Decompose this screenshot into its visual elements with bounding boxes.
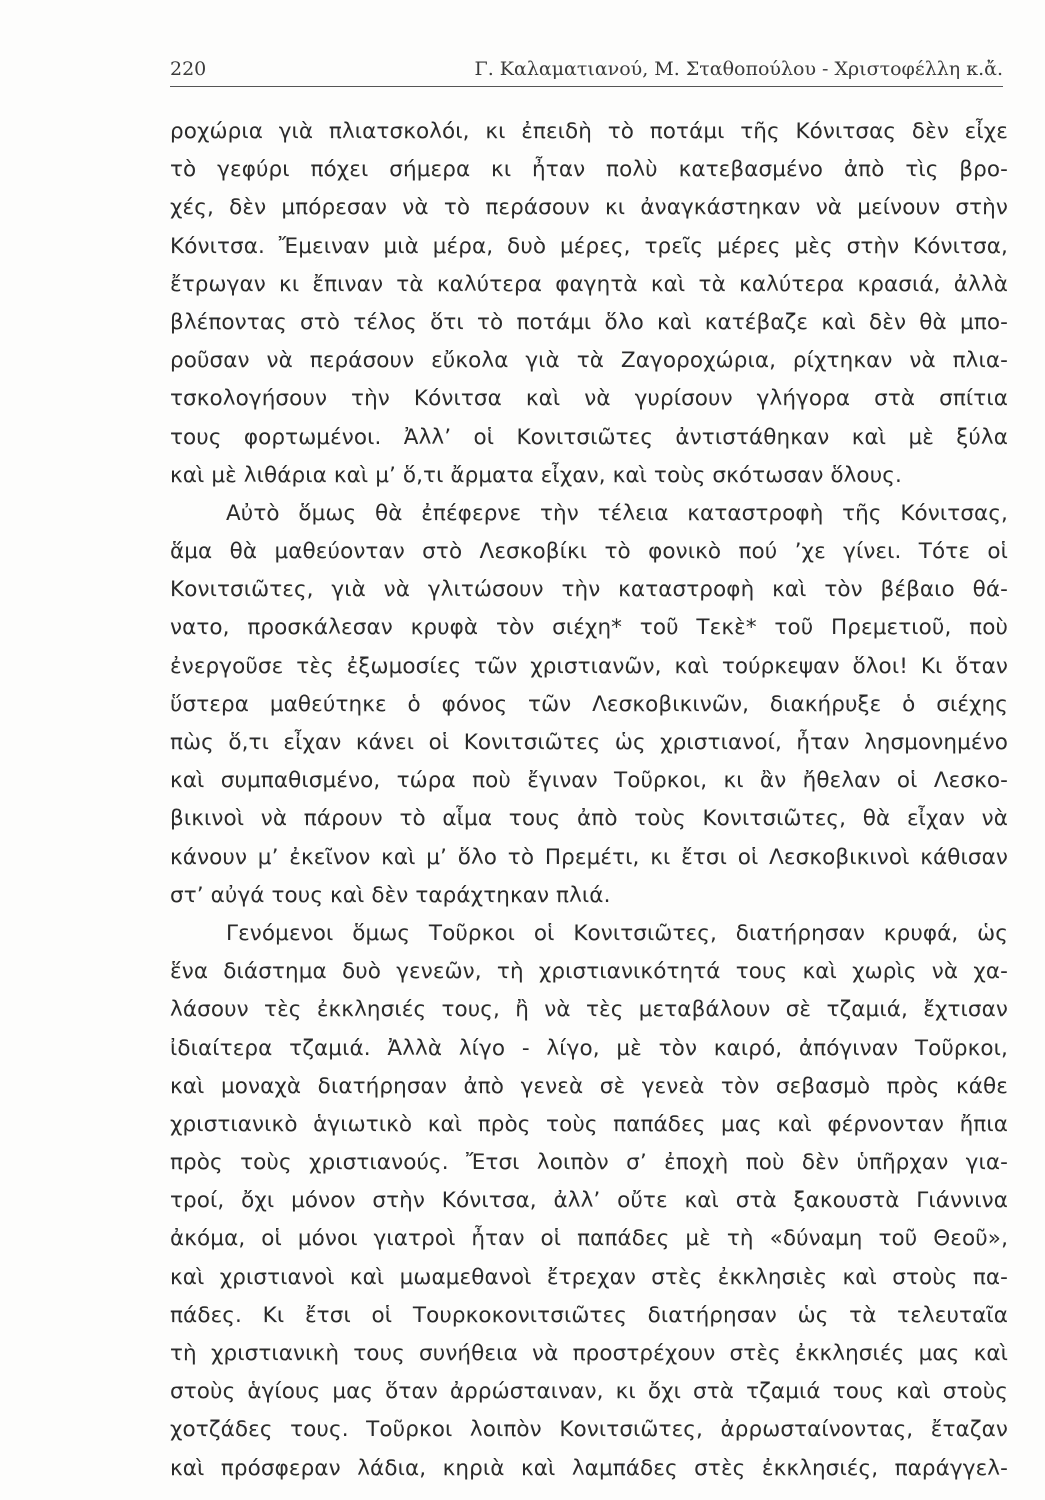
text-line: καὶ πρόσφεραν λάδια, κηριὰ καὶ λαμπάδες στὲς ἐκκλησιές, παράγγελ- — [170, 1455, 1008, 1481]
paragraph-start-line: Γενόμενοι ὅμως Τοῦρκοι οἱ Κονιτσιῶτες, διατήρησαν κρυφά, ὡς — [226, 920, 1008, 946]
text-line: τροί, ὄχι μόνον στὴν Κόνιτσα, ἀλλ’ οὔτε καὶ στὰ ξακουστὰ Γιάννινα — [170, 1188, 1008, 1214]
text-line: ἀκόμα, οἱ μόνοι γιατροὶ ἦταν οἱ παπάδες μὲ τὴ «δύναμη τοῦ Θεοῦ», — [170, 1226, 1008, 1252]
text-line: ἰδιαίτερα τζαμιά. Ἀλλὰ λίγο - λίγο, μὲ τὸν καιρό, ἀπόγιναν Τοῦρκοι, — [170, 1035, 1008, 1061]
text-line: πρὸς τοὺς χριστιανούς. Ἔτσι λοιπὸν σ’ ἐποχὴ ποὺ δὲν ὑπῆρχαν για- — [170, 1150, 1008, 1176]
text-line: τὴ χριστιανικὴ τους συνήθεια νὰ προστρέχουν στὲς ἐκκλησιές μας καὶ — [170, 1341, 1008, 1366]
text-line: ροχώρια γιὰ πλιατσκολόι, κι ἐπειδὴ τὸ ποτάμι τῆς Κόνιτσας δὲν εἶχε — [170, 119, 1008, 144]
text-line: στοὺς ἁγίους μας ὅταν ἀρρώσταιναν, κι ὄχι στὰ τζαμιά τους καὶ στοὺς — [170, 1379, 1008, 1405]
text-line: τὸ γεφύρι πόχει σήμερα κι ἦταν πολὺ κατεβασμένο ἀπὸ τὶς βρο- — [170, 157, 1008, 183]
text-line: βλέποντας στὸ τέλος ὅτι τὸ ποτάμι ὅλο καὶ κατέβαζε καὶ δὲν θὰ μπο- — [170, 309, 1008, 335]
text-line: Κονιτσιῶτες, γιὰ νὰ γλιτώσουν τὴν καταστροφὴ καὶ τὸν βέβαιο θά- — [170, 577, 1008, 603]
text-line: ἅμα θὰ μαθεύονταν στὸ Λεσκοβίκι τὸ φονικὸ πού ’χε γίνει. Τότε οἱ — [170, 539, 1008, 565]
text-line: στ’ αὐγά τους καὶ δὲν ταράχτηκαν πλιά. — [170, 882, 611, 908]
page-header — [170, 54, 1003, 87]
text-line: πάδες. Κι ἔτσι οἱ Τουρκοκονιτσιῶτες διατήρησαν ὡς τὰ τελευταῖα — [170, 1302, 1008, 1328]
text-line: χριστιανικὸ ἁγιωτικὸ καὶ πρὸς τοὺς παπάδες μας καὶ φέρνονταν ἤπια — [170, 1111, 1008, 1137]
text-line: χές, δὲν μπόρεσαν νὰ τὸ περάσουν κι ἀναγκάστηκαν νὰ μείνουν στὴν — [170, 195, 1008, 221]
running-head: Γ. Καλαματιανού, Μ. Σταθοπούλου - Χριστοφέλλη κ.ἄ. — [474, 58, 1003, 80]
text-line: κάνουν μ’ ἐκεῖνον καὶ μ’ ὅλο τὸ Πρεμέτι, κι ἔτσι οἱ Λεσκοβικινοὶ κάθισαν — [170, 844, 1008, 870]
text-line: καὶ μὲ λιθάρια καὶ μ’ ὅ,τι ἄρματα εἶχαν, καὶ τοὺς σκότωσαν ὅλους. — [170, 462, 902, 488]
text-line: ἐνεργοῦσε τὲς ἐξωμοσίες τῶν χριστιανῶν, καὶ τούρκεψαν ὅλοι! Κι ὅταν — [170, 653, 1008, 679]
text-line: ὕστερα μαθεύτηκε ὁ φόνος τῶν Λεσκοβικινῶν, διακήρυξε ὁ σιέχης — [170, 691, 1008, 717]
text-line: ἕνα διάστημα δυὸ γενεῶν, τὴ χριστιανικότητά τους καὶ χωρὶς νὰ χα- — [170, 959, 1008, 985]
text-line: καὶ μοναχὰ διατήρησαν ἀπὸ γενεὰ σὲ γενεὰ τὸν σεβασμὸ πρὸς κάθε — [170, 1073, 1008, 1099]
text-line: Κόνιτσα. Ἔμειναν μιὰ μέρα, δυὸ μέρες, τρεῖς μέρες μὲς στὴν Κόνιτσα, — [170, 233, 1008, 259]
paragraph-start-line: Αὐτὸ ὅμως θὰ ἐπέφερνε τὴν τέλεια καταστροφὴ τῆς Κόνιτσας, — [226, 500, 1008, 526]
text-line: λάσουν τὲς ἐκκλησιές τους, ἢ νὰ τὲς μεταβάλουν σὲ τζαμιά, ἔχτισαν — [170, 997, 1008, 1023]
page-number: 220 — [170, 58, 207, 80]
text-line: τσκολογήσουν τὴν Κόνιτσα καὶ νὰ γυρίσουν γλήγορα στὰ σπίτια — [170, 386, 1008, 412]
text-line: νατο, προσκάλεσαν κρυφὰ τὸν σιέχη* τοῦ Τεκὲ* τοῦ Πρεμετιοῦ, ποὺ — [170, 615, 1008, 641]
text-line: ἔτρωγαν κι ἔπιναν τὰ καλύτερα φαγητὰ καὶ τὰ καλύτερα κρασιά, ἀλλὰ — [170, 271, 1008, 297]
text-line: πὼς ὅ,τι εἶχαν κάνει οἱ Κονιτσιῶτες ὡς χριστιανοί, ἦταν λησμονημένο — [170, 730, 1008, 755]
text-line: τους φορτωμένοι. Ἀλλ’ οἱ Κονιτσιῶτες ἀντιστάθηκαν καὶ μὲ ξύλα — [170, 424, 1008, 450]
text-line: ροῦσαν νὰ περάσουν εὔκολα γιὰ τὰ Ζαγοροχώρια, ρίχτηκαν νὰ πλια- — [170, 348, 1008, 374]
text-line: καὶ συμπαθισμένο, τώρα ποὺ ἔγιναν Τοῦρκοι, κι ἂν ἤθελαν οἱ Λεσκο- — [170, 768, 1008, 794]
text-line: χοτζάδες τους. Τοῦρκοι λοιπὸν Κονιτσιῶτες, ἀρρωσταίνοντας, ἔταζαν — [170, 1417, 1008, 1443]
text-line: βικινοὶ νὰ πάρουν τὸ αἷμα τους ἀπὸ τοὺς Κονιτσιῶτες, θὰ εἶχαν νὰ — [170, 806, 1008, 832]
text-line: καὶ χριστιανοὶ καὶ μωαμεθανοὶ ἔτρεχαν στὲς ἐκκλησιὲς καὶ στοὺς πα- — [170, 1264, 1008, 1290]
body-text — [170, 113, 1008, 1488]
